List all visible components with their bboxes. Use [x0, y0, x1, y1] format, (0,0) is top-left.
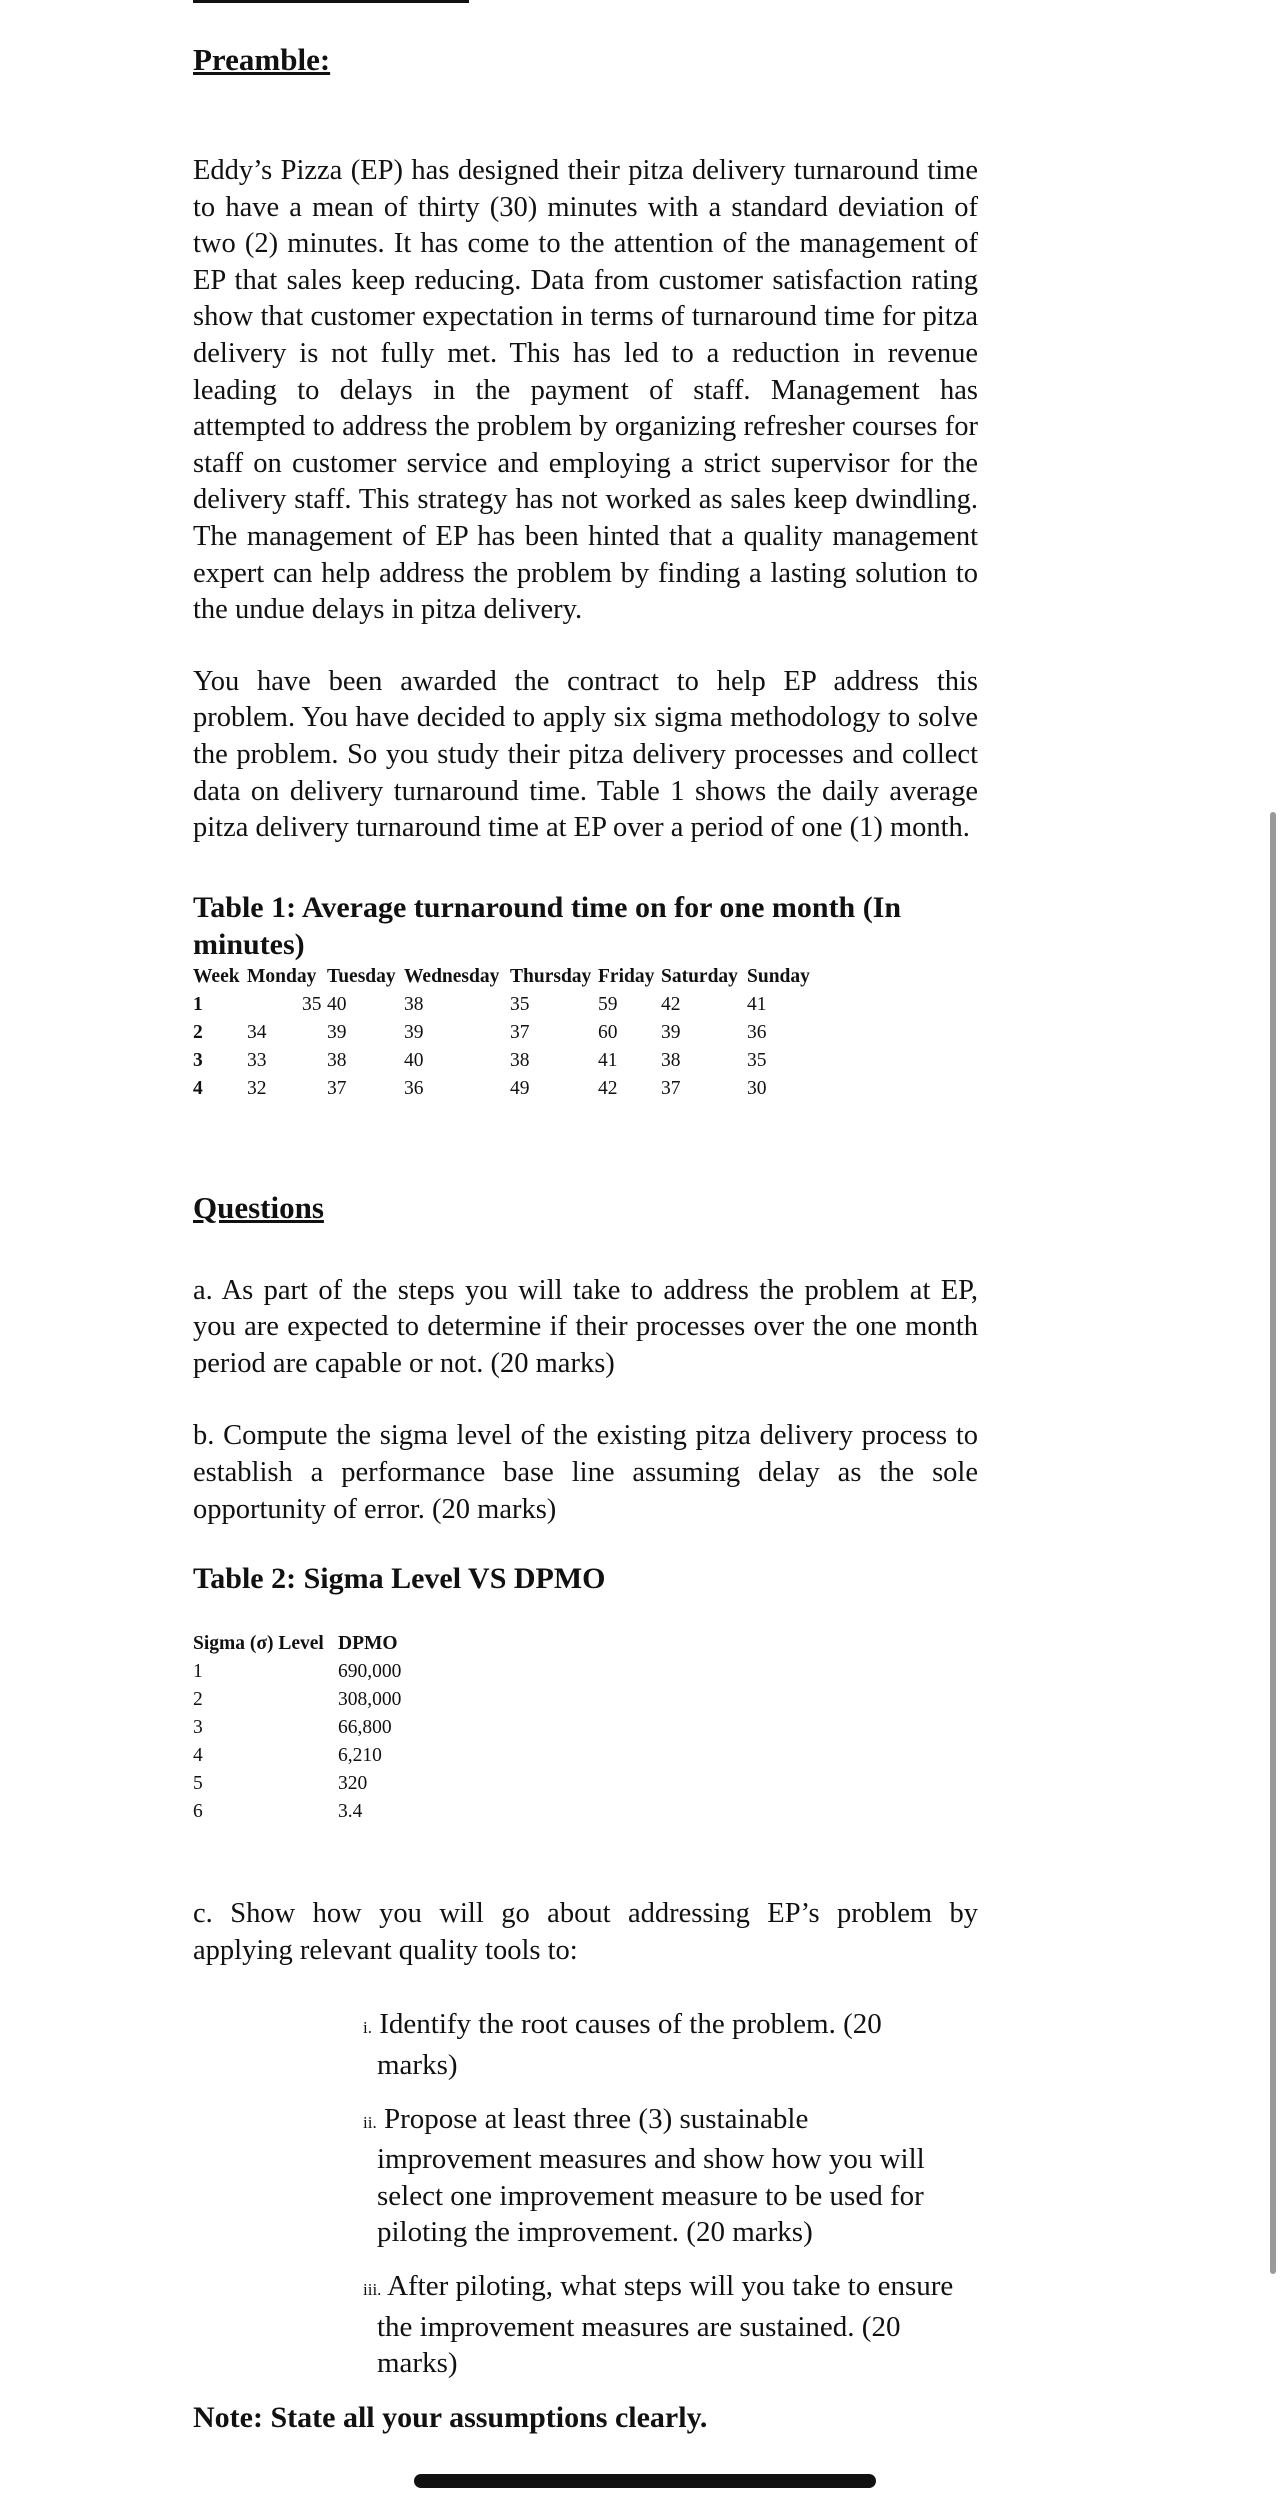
- home-indicator[interactable]: [414, 2474, 876, 2488]
- table1-cell: 35: [747, 1049, 767, 1071]
- table1-cell: 35: [510, 993, 530, 1015]
- table1-col-friday: Friday: [598, 965, 655, 987]
- table1-col-saturday: Saturday: [661, 965, 738, 987]
- table1-cell: 38: [510, 1049, 530, 1071]
- table1-cell: 4: [193, 1077, 203, 1099]
- document-body: [193, 40, 978, 2466]
- roman-numeral: ii.: [363, 2112, 377, 2132]
- table1-cell: 36: [404, 1077, 424, 1099]
- table1-col-monday: Monday: [247, 965, 317, 987]
- sub-item-text: Identify the root causes of the problem. (20 marks): [377, 2008, 882, 2082]
- table1-cell: 38: [404, 993, 424, 1015]
- preamble-heading: Preamble:: [193, 42, 331, 77]
- table1-cell: 38: [661, 1049, 681, 1071]
- table-row: [193, 991, 810, 1019]
- table1-col-thursday: Thursday: [510, 965, 592, 987]
- table2-cell: 3.4: [338, 1801, 363, 1823]
- table2-cell: 1: [193, 1661, 203, 1683]
- table-row: [193, 1798, 401, 1826]
- table2-cell: 3: [193, 1717, 203, 1739]
- table1-cell: 33: [247, 1049, 267, 1071]
- table1-cell: 2: [193, 1021, 203, 1043]
- table-row: [193, 1770, 401, 1798]
- table-row: [193, 1742, 401, 1770]
- table2-cell: 2: [193, 1689, 203, 1711]
- preamble-paragraph-1: Eddy’s Pizza (EP) has designed their pitza delivery turnaround time to have a mean of thirty (30) minutes with a standard deviation of two (2) minutes. It has come to the attention of the management of EP that sales keep reducing. Data from customer satisfaction rating show that customer expectation in terms of turnaround time for pitza delivery is not fully met. This has led to a reduction in revenue leading to delays in the payment of staff. Management has attempted to address the problem by organizing refresher courses for staff on customer service and employing a strict supervisor for the delivery staff. This strategy has not worked as sales keep dwindling. The management of EP has been hinted that a quality management expert can help address the problem by finding a lasting solution to the undue delays in pitza delivery.: [193, 155, 978, 626]
- table1-title: Table 1: Average turnaround time on for one month (In minutes): [193, 890, 902, 961]
- table2-cell: 690,000: [338, 1661, 402, 1683]
- table1-cell: 30: [747, 1077, 767, 1099]
- sub-item-text: After piloting, what steps will you take to ensure the improvement measures are sustained. (20 marks): [377, 2270, 954, 2380]
- table1-col-week: Week: [193, 965, 240, 987]
- table1-cell: 59: [598, 993, 618, 1015]
- table2-cell: 308,000: [338, 1689, 402, 1711]
- table1-cell: 49: [510, 1077, 530, 1099]
- table1-cell: 60: [598, 1021, 618, 1043]
- table2-title: Table 2: Sigma Level VS DPMO: [193, 1562, 606, 1596]
- table1-header-row: [193, 963, 810, 991]
- table1-cell: 40: [327, 993, 347, 1015]
- list-item: [363, 2006, 963, 2083]
- table-row: [193, 1686, 401, 1714]
- table1-col-sunday: Sunday: [747, 965, 810, 987]
- table1-cell: 37: [510, 1021, 530, 1043]
- table1-cell: 37: [661, 1077, 681, 1099]
- top-rule-divider: [193, 0, 469, 3]
- table1-cell: 42: [598, 1077, 618, 1099]
- table1-cell: 39: [327, 1021, 347, 1043]
- table1-cell: 32: [247, 1077, 267, 1099]
- table2-cell: 320: [338, 1773, 368, 1795]
- questions-heading: Questions: [193, 1189, 324, 1225]
- table1-cell: 39: [661, 1021, 681, 1043]
- table2-cell: 4: [193, 1745, 203, 1767]
- table1-cell: 37: [327, 1077, 347, 1099]
- table1-cell: 36: [747, 1021, 767, 1043]
- question-c: c. Show how you will go about addressing EP’s problem by applying relevant quality tools to:: [193, 1898, 978, 1966]
- table-row: [193, 1658, 401, 1686]
- table1-col-wednesday: Wednesday: [404, 965, 500, 987]
- table2-col-dpmo: DPMO: [338, 1633, 398, 1655]
- table1-cell: 38: [327, 1049, 347, 1071]
- sub-item-text: Propose at least three (3) sustainable improvement measures and show how you will select one improvement measure to be used for piloting the improvement. (20 marks): [377, 2102, 925, 2249]
- question-b: b. Compute the sigma level of the existing pitza delivery process to establish a performance base line assuming delay as the sole opportunity of error. (20 marks): [193, 1420, 978, 1525]
- table-row: [193, 1019, 810, 1047]
- table1-cell: 34: [247, 1021, 267, 1043]
- table2-cell: 66,800: [338, 1717, 392, 1739]
- question-c-sub-list: [363, 2006, 963, 2381]
- list-item: [363, 2268, 963, 2382]
- table2-header-row: [193, 1630, 401, 1658]
- table-row: [193, 1047, 810, 1075]
- table1-cell: 39: [404, 1021, 424, 1043]
- preamble-paragraph-2: You have been awarded the contract to help EP address this problem. You have decided to apply six sigma methodology to solve the problem. So you study their pitza delivery processes and collect data on delivery turnaround time. Table 1 shows the daily average pitza delivery turnaround time at EP over a period of one (1) month.: [193, 665, 978, 844]
- table1-cell: 35: [302, 993, 322, 1015]
- table-row: [193, 1075, 810, 1103]
- table2-sigma-dpmo: [193, 1630, 401, 1826]
- table1-cell: 40: [404, 1049, 424, 1071]
- list-item: [363, 2101, 963, 2251]
- table1-cell: 3: [193, 1049, 203, 1071]
- table1-turnaround: [193, 963, 810, 1103]
- roman-numeral: i.: [363, 2018, 372, 2038]
- table2-cell: 6: [193, 1801, 203, 1823]
- table2-cell: 5: [193, 1773, 203, 1795]
- table1-cell: 41: [747, 993, 767, 1015]
- table-row: [193, 1714, 401, 1742]
- roman-numeral: iii.: [363, 2280, 382, 2299]
- table1-cell: 1: [193, 993, 203, 1015]
- table1-col-tuesday: Tuesday: [327, 965, 396, 987]
- question-a: a. As part of the steps you will take to address the problem at EP, you are expected to determine if their processes over the one month period are capable or not. (20 marks): [193, 1274, 978, 1379]
- table2-col-sigma-level: Sigma (σ) Level: [193, 1633, 324, 1655]
- table2-cell: 6,210: [338, 1745, 382, 1767]
- table1-cell: 42: [661, 993, 681, 1015]
- table1-cell: 41: [598, 1049, 618, 1071]
- scrollbar[interactable]: [1270, 812, 1276, 2274]
- assumptions-note: Note: State all your assumptions clearly.: [193, 2400, 708, 2434]
